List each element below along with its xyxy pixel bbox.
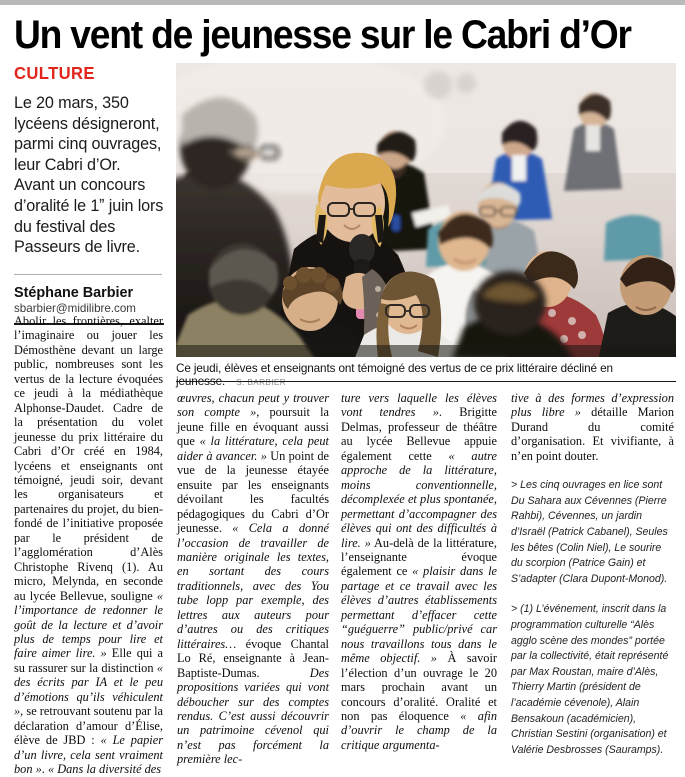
col3-quote-3: « plaisir dans le partage et ce travail avec les élèves d’autres établissements permettant d’effacer cette “guéguerre” public/privé car nous travaillons tous dans le même objectif. » [341,564,497,666]
left-rail [14,63,164,325]
byline-author: Stéphane Barbier [14,284,134,301]
col1-quote-2: « des écrits par IA et le peu d’émotions qu’ils véhiculent » [14,660,163,719]
photo-caption-text: Ce jeudi, élèves et enseignants ont témoigné des vertus de ce prix littéraire décliné en jeunesse. [176,362,613,388]
col1-quote-4: « Dans la diversité des [47,762,162,777]
body-column-2 [177,391,329,767]
photo-credit: S. BARBIER [236,378,287,387]
body-column-4 [511,391,674,758]
col1-part-b: Elle qui a su rassurer sur la distinction [14,646,163,675]
body-column-3 [341,391,497,752]
col1-quote-1: « l’importance de redonner le goût de la lecture et d’avoir plus de temps pour lire et faire aimer lire. » [14,588,163,661]
col1-quote-3: « Le papier d’un livre, cela sent vraiment bon » [14,733,163,777]
col4-quote-1: tive à des formes d’expression plus libre » [511,391,674,420]
rule-divider-thin [14,274,162,275]
byline-email[interactable]: sbarbier@midilibre.com [14,301,136,315]
photo-illustration [176,63,676,357]
body-column-1 [14,314,163,777]
standfirst: Le 20 mars, 350 lycéens désigneront, parmi cinq ouvrages, leur Cabri d’Or. Avant un concours d’oralité le 1ˮ juin lors du festival des Passeurs de livre. [14,94,164,257]
col1-part-c: , se retrouvant soutenu par la déclaration d’amour d’Élise, élève de JBD : [14,704,163,748]
col3-part-b: Au-delà de la littérature, l’enseignante évoque également ce [341,535,497,579]
col4-part-a: détaille Marion Durand du comité d’organisation. Et vivifiante, à n’en point douter. [511,405,674,463]
page-title: Un vent de jeunesse sur le Cabri d’Or [14,13,631,57]
col3-part-a: . Brigitte Delmas, professeur de théâtre au lycée Bellevue appuie également cette [341,405,497,463]
col1-part-a: Abolir les frontières, exalter l’imaginaire ou jouer les Démosthène devant un large public, nombreuses sont les vertus de la lecture évoquées ce jeudi à la médiathèque Alphonse-Daudet. Cadre de la présentation du volet jeunesse du prix littéraire du Cabri d’Or créé en 1984, lycéens et enseignants ont témoigné, jeudi soir, devant les organisateurs et partenaires du projet, du bien-fondé de l’initiative proposée par le président de l’agglomération d’Alès Christophe Rivenq (1). Au micro, Melynda, en seconde au lycée Bellevue, souligne [14,314,163,603]
article-photo [176,63,676,357]
col3-quote-1: ture vers laquelle les élèves vont tendres » [341,391,497,420]
editor-note-1: > Les cinq ouvrages en lice sont Du Sahara aux Cévennes (Pierre Rahbi), Cévennes, un jardin d’Israël (Patrick Cabanel), Seules les bêtes (Colin Niel), Le sourire du scorpion (Patrice Gain) et S’adapter (Clara Dupont-Monod). [511,479,668,585]
col2-quote-4: Des propositions variées qui vont déboucher sur des comptes rendus. C’est aussi découvrir un patrimoine cévenol qui n’est pas forcément la première lec- [177,665,329,767]
col2-part-c: évoque Chantal Lo Ré, enseignante à Jean-Baptiste-Dumas. [177,636,329,680]
newspaper-page [0,5,685,777]
photo-caption [176,362,676,388]
col1-part-d: . [41,762,48,777]
editor-note-2: > (1) L’événement, inscrit dans la programmation culturelle “Alès agglo scène des mondes” portée par la collectivité, était représenté par Max Roustan, maire d’Alès, Thierry Martin (président de l’académie cévenole), Alain Bensakoun (académicien), Christian Sestini (organisation) et Valérie Desbrosses (Sauramps). [511,603,669,756]
col2-quote-1: œuvres, chacun peut y trouver son compte » [177,391,329,420]
col2-part-a: , poursuit la jeune fille en évoquant aussi que [177,405,329,449]
rule-under-caption [176,381,676,382]
section-kicker: CULTURE [14,63,95,83]
col3-quote-2: « autre approche de la littérature, moins conventionnelle, décomplexée et plus spontanée, permettant d’accompagner des élèves qui ont des difficultés à lire. » [341,448,498,550]
col2-part-b: Un point de vue de la jeunesse étayée ensuite par les enseignants dévoilant les facultés pédagogiques du Cabri d’Or jeunesse. [177,448,329,536]
col3-quote-4: « afin d’ouvrir le champ de la critique argumenta- [341,708,497,752]
col2-quote-2: « la littérature, cela peut aider à avancer. » [177,434,329,463]
col2-quote-3: « Cela a donné l’occasion de travailler de manière originale les textes, en sortant des cours traditionnels, avec des You tube lopp par exemple, des lettres aux auteurs pour d’autres ou des critiques littéraires… [177,521,329,651]
col3-part-c: À savoir l’élection d’un ouvrage le 20 mars prochain avant un concours d’oralité. Oralité et non pas éloquence [341,651,497,723]
